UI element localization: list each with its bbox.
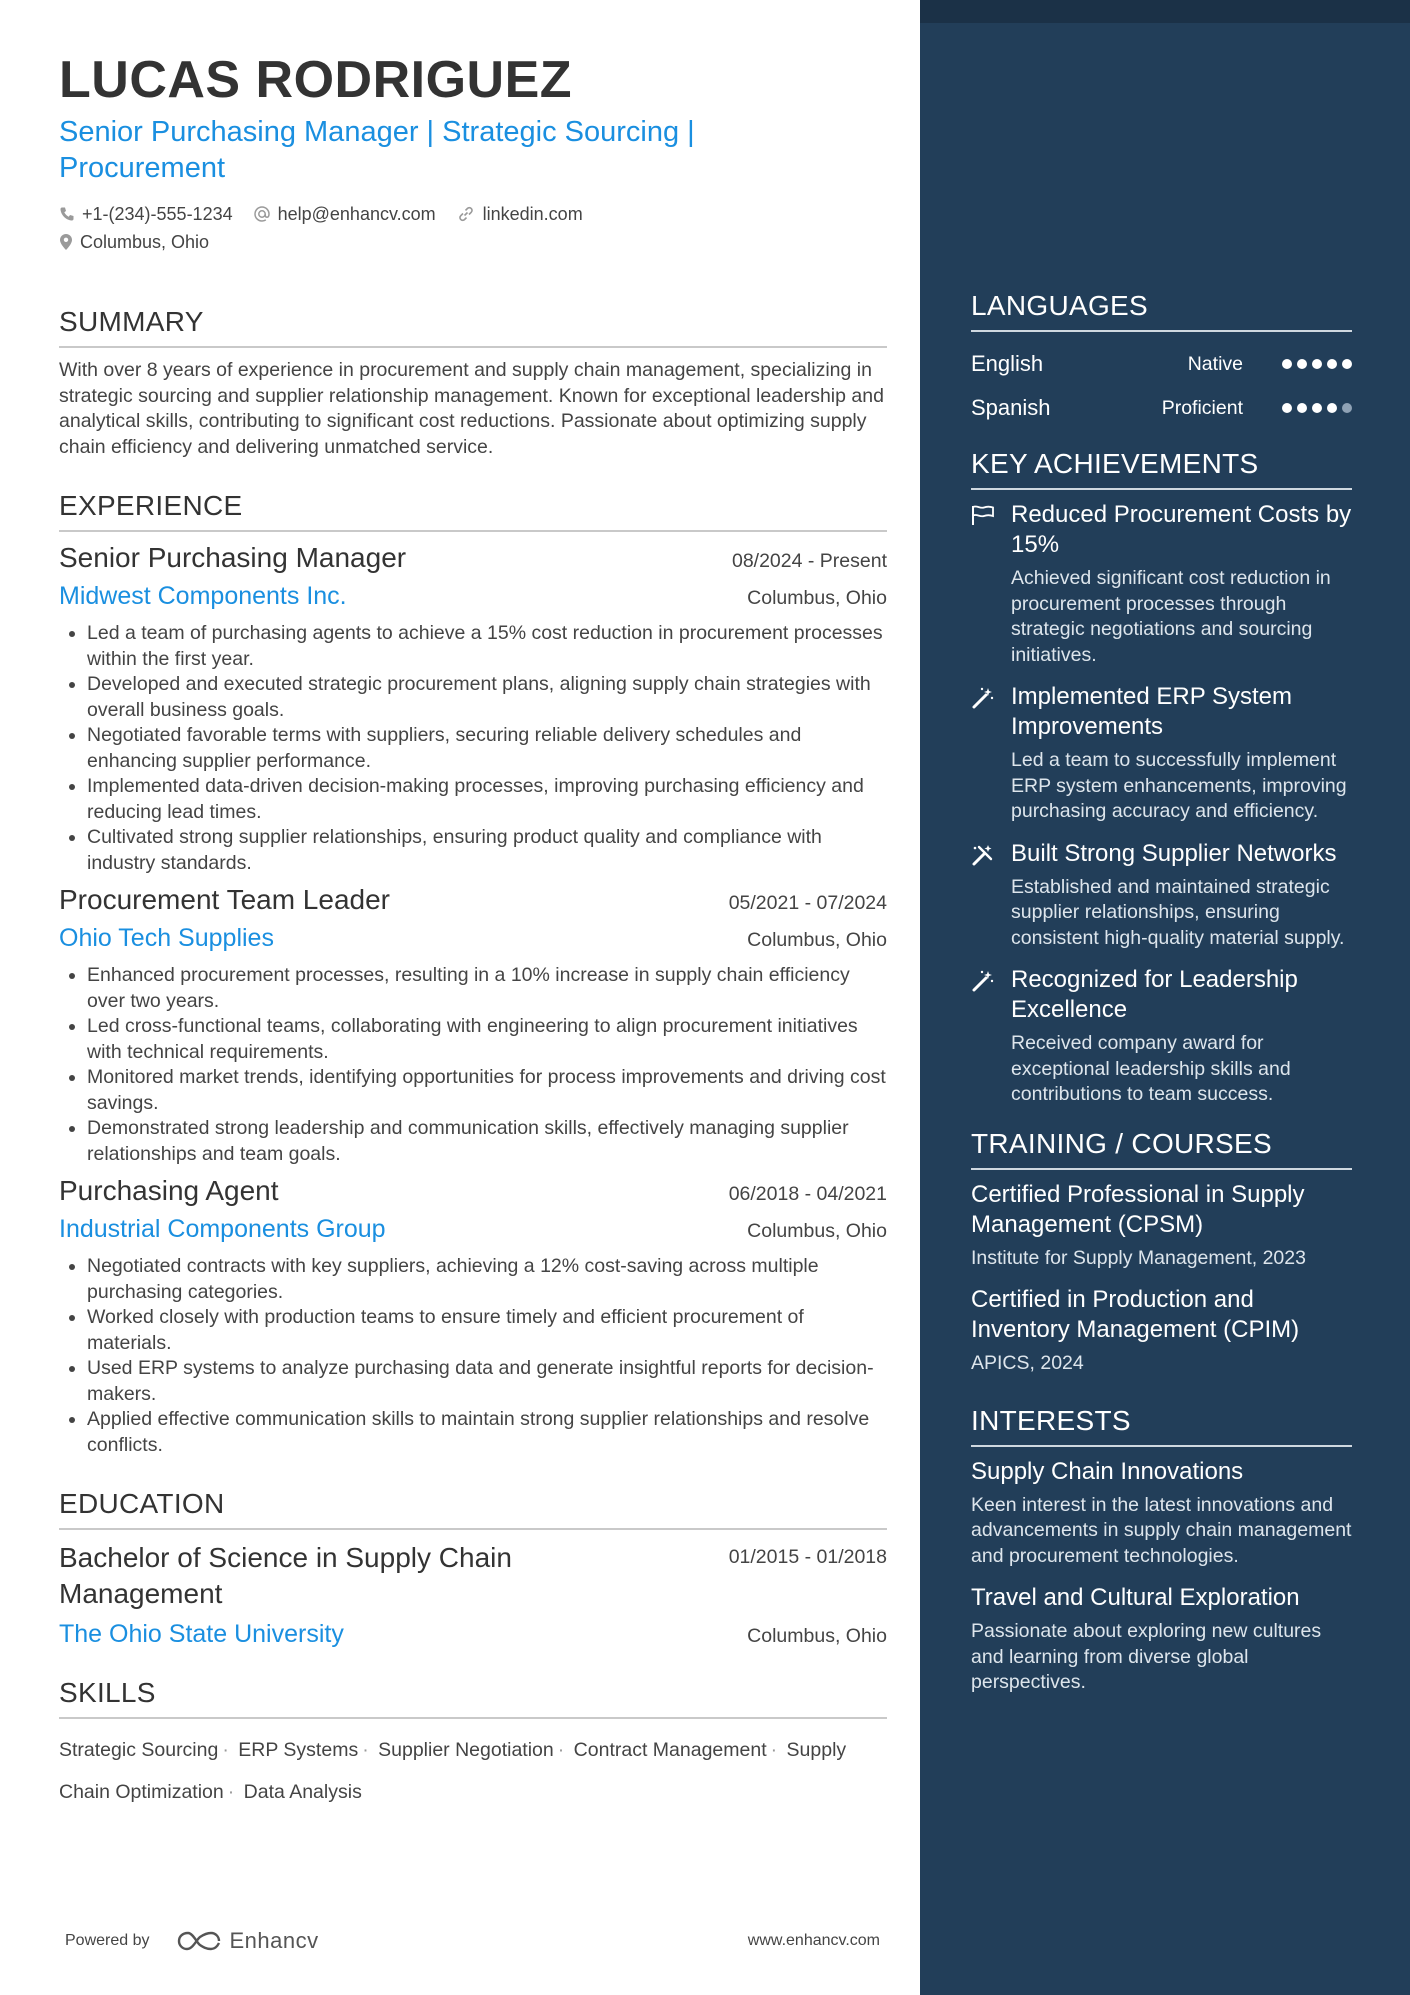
contact-info: [59, 200, 887, 256]
bullet-item: • Negotiated contracts with key suppliers, achieving a 12% cost-saving across multiple purchasing categories.: [87, 1254, 887, 1305]
achievement-desc: Received company award for exceptional leadership skills and contributions to team success.: [1011, 1032, 1291, 1105]
job-date: 06/2018 - 04/2021: [728, 1183, 887, 1205]
language-item: [971, 342, 1352, 386]
languages-heading: LANGUAGES: [971, 290, 1352, 332]
rating-dot: [1342, 359, 1352, 369]
education-date: 01/2015 - 01/2018: [728, 1546, 887, 1568]
linkedin-text: linkedin.com: [482, 203, 583, 224]
education-section: [59, 1488, 887, 1649]
summary-text: With over 8 years of experience in procurement and supply chain management, specializing in strategic sourcing and supplier relationship management. Known for exceptional leadership and analytical skills, contributing to significant cost reductions. Passionate about optimizing supply chain efficiency and delivering unmatched service.: [59, 359, 884, 458]
degree-title: Bachelor of Science in Supply Chain Management: [59, 1542, 512, 1609]
skill-item: Contract Management: [573, 1739, 767, 1761]
languages-section: [971, 290, 1352, 430]
rating-dot: [1297, 359, 1307, 369]
website-link[interactable]: www.enhancv.com: [747, 1932, 880, 1949]
powered-by: [65, 1928, 319, 1954]
job-title: Procurement Team Leader: [59, 884, 390, 915]
skill-item: ERP Systems: [238, 1739, 359, 1761]
interests-heading: INTERESTS: [971, 1405, 1352, 1447]
course-provider: APICS, 2024: [971, 1352, 1084, 1374]
sidebar-top-strip: [920, 0, 1410, 23]
brand-name: Enhancv: [229, 1928, 319, 1953]
language-item: [971, 386, 1352, 430]
candidate-name: LUCAS RODRIGUEZ: [59, 51, 573, 109]
sidebar: [920, 0, 1410, 1995]
school-name[interactable]: The Ohio State University: [59, 1620, 344, 1648]
job-location: Columbus, Ohio: [747, 1220, 887, 1242]
contact-phone[interactable]: [59, 204, 233, 225]
rating-dot: [1312, 359, 1322, 369]
summary-section: [59, 306, 887, 460]
language-rating: [1277, 403, 1352, 413]
flag-icon: [971, 504, 995, 526]
interest-title: Supply Chain Innovations: [971, 1457, 1244, 1485]
magic-wand-icon: [971, 969, 995, 993]
bullet-item: • Enhanced procurement processes, resulting in a 10% increase in supply chain efficiency over two years.: [87, 963, 887, 1014]
company-name[interactable]: Ohio Tech Supplies: [59, 924, 274, 952]
contact-linkedin[interactable]: [456, 204, 583, 225]
job-date: 08/2024 - Present: [731, 550, 887, 572]
job-location: Columbus, Ohio: [747, 587, 887, 609]
job-bullets: [59, 621, 887, 876]
language-level: Proficient: [1161, 396, 1243, 419]
achievement-item: [971, 682, 1352, 825]
achievement-item: [971, 839, 1352, 952]
main-column: [59, 40, 887, 1813]
interest-item: [971, 1583, 1352, 1696]
job-bullets: [59, 963, 887, 1167]
contact-email[interactable]: [253, 204, 436, 225]
location-text: Columbus, Ohio: [80, 231, 210, 252]
experience-section: [59, 490, 887, 1458]
magic-wand-icon: [971, 686, 995, 710]
contact-location: [59, 232, 209, 253]
job-entry: [59, 1175, 887, 1458]
interest-item: [971, 1457, 1352, 1570]
language-rating: [1277, 359, 1352, 369]
powered-by-label: Powered by: [65, 1932, 150, 1949]
training-section: [971, 1128, 1352, 1377]
achievement-desc: Achieved significant cost reduction in procurement processes through strategic negotiations and sourcing initiatives.: [1011, 567, 1331, 666]
course-title: Certified in Production and Inventory Management (CPIM): [971, 1286, 1300, 1343]
skill-item: Data Analysis: [243, 1781, 362, 1803]
achievement-item: [971, 965, 1352, 1108]
achievement-title: Built Strong Supplier Networks: [1011, 839, 1337, 867]
bullet-item: • Worked closely with production teams to ensure timely and efficient procurement of materials.: [87, 1305, 887, 1356]
achievement-title: Reduced Procurement Costs by 15%: [1011, 501, 1352, 558]
experience-heading: EXPERIENCE: [59, 490, 887, 532]
rating-dot: [1327, 403, 1337, 413]
footer: [65, 1928, 880, 1954]
rating-dot: [1312, 403, 1322, 413]
achievement-title: Implemented ERP System Improvements: [1011, 683, 1293, 740]
job-bullets: [59, 1254, 887, 1458]
course-item: [971, 1285, 1352, 1377]
company-name[interactable]: Midwest Components Inc.: [59, 582, 347, 610]
course-provider: Institute for Supply Management, 2023: [971, 1246, 1306, 1269]
skill-item: Supply Chain Optimization: [59, 1739, 847, 1803]
language-level: Native: [1187, 352, 1243, 375]
phone-text: +1-(234)-555-1234: [82, 203, 233, 224]
job-entry: [59, 884, 887, 1167]
job-title: Senior Purchasing Manager: [59, 542, 407, 573]
link-icon: [456, 204, 476, 224]
interest-title: Travel and Cultural Exploration: [971, 1584, 1300, 1611]
skills-section: [59, 1677, 887, 1813]
rating-dot: [1282, 359, 1292, 369]
bullet-item: • Applied effective communication skills to maintain strong supplier relationships and resolve conflicts.: [87, 1407, 887, 1458]
bullet-item: • Monitored market trends, identifying opportunities for process improvements and driving cost savings.: [87, 1065, 887, 1116]
bullet-item: • Developed and executed strategic procurement plans, aligning supply chain strategies with overall business goals.: [87, 672, 887, 723]
bullet-item: • Negotiated favorable terms with suppliers, securing reliable delivery schedules and enhancing supplier performance.: [87, 723, 887, 774]
bullet-item: • Demonstrated strong leadership and communication skills, effectively managing supplier relationships and team goals.: [87, 1116, 887, 1167]
achievement-desc: Established and maintained strategic supplier relationships, ensuring consistent high-quality material supply.: [1011, 875, 1345, 949]
bullet-item: • Implemented data-driven decision-making processes, improving purchasing efficiency and reducing lead times.: [87, 774, 887, 825]
bullet-item: • Cultivated strong supplier relationships, ensuring product quality and compliance with industry standards.: [87, 825, 887, 876]
achievements-heading: KEY ACHIEVEMENTS: [971, 448, 1352, 490]
summary-heading: SUMMARY: [59, 306, 887, 348]
job-title: Purchasing Agent: [59, 1175, 279, 1206]
skills-heading: SKILLS: [59, 1677, 887, 1719]
rating-dot: [1327, 359, 1337, 369]
skills-list: Strategic Sourcing · ERP Systems · Supplier Negotiation · Contract Management · Supply Chain Optimization · Data Analysis: [59, 1739, 847, 1803]
language-name: English: [971, 351, 1044, 376]
achievement-title: Recognized for Leadership Excellence: [1011, 966, 1298, 1023]
language-name: Spanish: [971, 395, 1051, 420]
job-entry: [59, 542, 887, 876]
bullet-item: • Led cross-functional teams, collaborating with engineering to align procurement initiatives with technical requirements.: [87, 1014, 887, 1065]
bullet-item: • Led a team of purchasing agents to achieve a 15% cost reduction in procurement processes within the first year.: [87, 621, 887, 672]
phone-icon: [59, 206, 75, 222]
skill-item: Supplier Negotiation: [378, 1739, 554, 1761]
course-title: Certified Professional in Supply Management (CPSM): [971, 1180, 1305, 1238]
interest-desc: Keen interest in the latest innovations and advancements in supply chain management and procurement technologies.: [971, 1493, 1352, 1567]
candidate-title: Senior Purchasing Manager | Strategic Sourcing | Procurement: [59, 116, 695, 184]
education-heading: EDUCATION: [59, 1488, 887, 1530]
job-date: 05/2021 - 07/2024: [728, 892, 887, 914]
skill-item: Strategic Sourcing: [59, 1739, 219, 1761]
rating-dot: [1297, 403, 1307, 413]
location-pin-icon: [59, 233, 73, 251]
education-location: Columbus, Ohio: [747, 1625, 887, 1647]
course-item: [971, 1180, 1352, 1272]
rating-dot: [1342, 403, 1352, 413]
achievement-desc: Led a team to successfully implement ERP system enhancements, improving purchasing accuracy and efficiency.: [1011, 749, 1347, 822]
interest-desc: Passionate about exploring new cultures and learning from diverse global perspectives.: [971, 1620, 1322, 1693]
job-location: Columbus, Ohio: [747, 929, 887, 951]
achievement-item: [971, 500, 1352, 668]
rating-dot: [1282, 403, 1292, 413]
training-heading: TRAINING / COURSES: [971, 1128, 1352, 1170]
company-name[interactable]: Industrial Components Group: [59, 1215, 386, 1243]
interests-section: [971, 1405, 1352, 1696]
enhancv-logo-icon: [176, 1929, 222, 1953]
bullet-item: • Used ERP systems to analyze purchasing data and generate insightful reports for decision-makers.: [87, 1356, 887, 1407]
handshake-icon: [971, 843, 995, 867]
at-icon: [253, 205, 271, 223]
achievements-section: [971, 448, 1352, 1108]
email-text: help@enhancv.com: [277, 203, 436, 224]
